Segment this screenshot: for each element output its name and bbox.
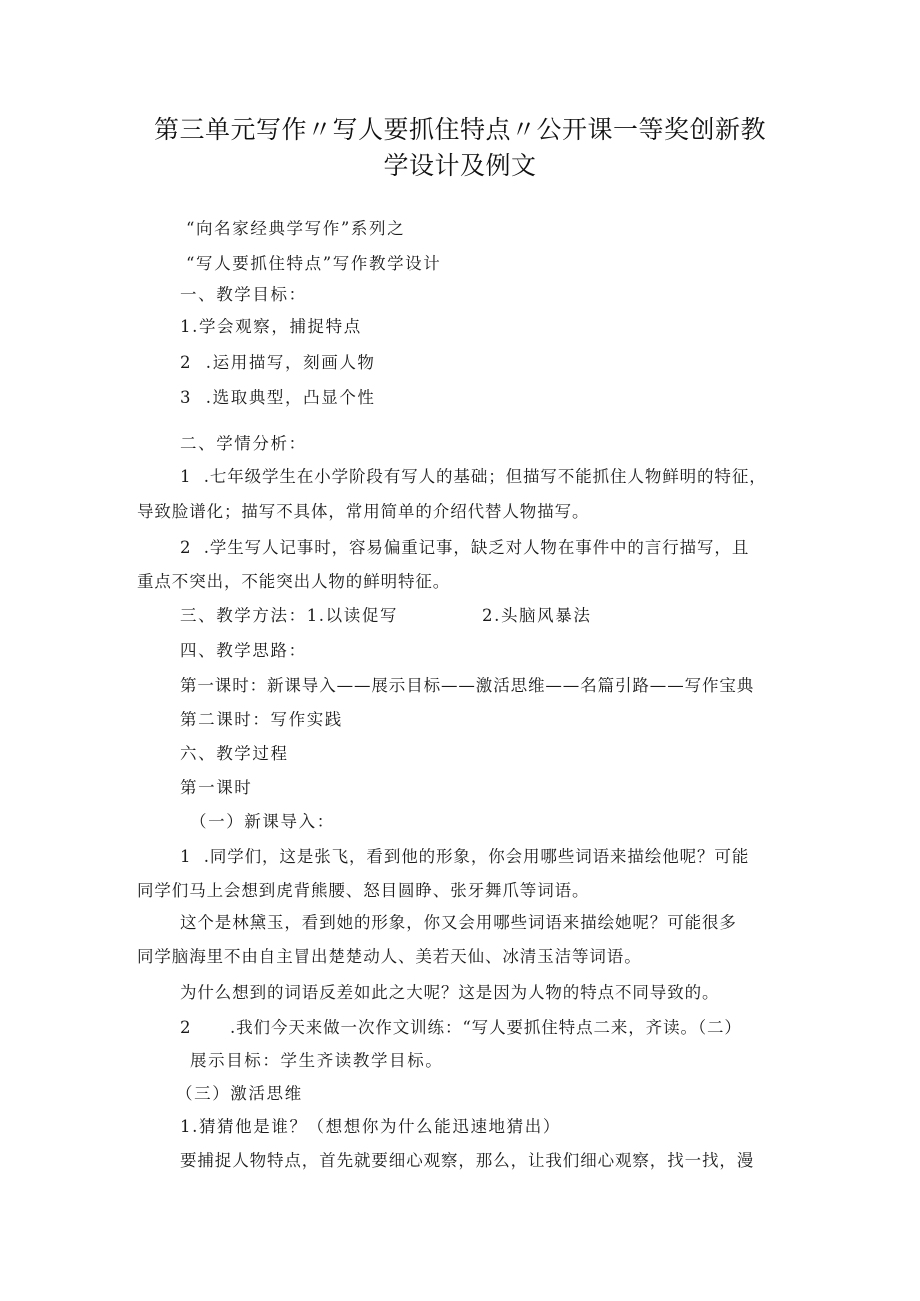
intro-p4-number: 2: [180, 1018, 193, 1037]
analysis-p2-line1: 2 .学生写人记事时，容易偏重记事，缺乏对人物在事件中的言行描写，且: [180, 538, 750, 557]
section4-heading: 四、教学思路：: [180, 641, 307, 660]
part3-heading: （三）激活思维: [176, 1084, 303, 1103]
goal-item-1: 1.学会观察，捕捉特点: [180, 317, 362, 336]
section1-heading: 一、教学目标：: [180, 285, 307, 304]
part1-heading: （一）新课导入：: [190, 812, 335, 831]
analysis-p1-line2: 导致脸谱化；描写不具体，常用简单的介绍代替人物描写。: [137, 502, 590, 521]
analysis-p2-line2: 重点不突出，不能突出人物的鲜明特征。: [137, 572, 451, 591]
goal-item-2: 2 .运用描写，刻画人物: [180, 353, 376, 372]
section6-heading: 六、教学过程: [180, 744, 289, 763]
intro-p2-line1: 这个是林黛玉，看到她的形象，你又会用哪些词语来描绘她呢？可能很多: [180, 913, 737, 932]
question-1-text: 要捕捉人物特点，首先就要细心观察，那么，让我们细心观察，找一找，漫: [180, 1151, 755, 1170]
series-line: “向名家经典学写作”系列之: [186, 219, 406, 238]
section2-heading: 二、学情分析：: [180, 434, 307, 453]
lesson-label: 第一课时: [180, 778, 253, 797]
intro-p2-line2: 同学脑海里不由自主冒出楚楚动人、美若天仙、冰清玉洁等词语。: [137, 947, 642, 966]
document-title-line2: 学设计及例文: [383, 151, 537, 180]
intro-p4-text: .我们今天来做一次作文训练：“写人要抓住特点二来，齐读。（二）: [230, 1018, 742, 1037]
intro-p3: 为什么想到的词语反差如此之大呢？这是因为人物的特点不同导致的。: [180, 983, 720, 1002]
lesson2-outline: 第二课时：写作实践: [180, 710, 343, 729]
lesson1-outline: 第一课时：新课导入——展示目标——激活思维——名篇引路——写作宝典: [180, 676, 755, 695]
section3-heading: 三、教学方法：1.以读促写: [180, 606, 399, 625]
document-title-line1: 第三单元写作〃写人要抓住特点〃公开课一等奖创新教: [153, 115, 766, 144]
method-2: 2.头脑风暴法: [482, 606, 592, 625]
intro-p1-line1: 1 .同学们，这是张飞，看到他的形象，你会用哪些词语来描绘他呢？可能: [180, 847, 750, 866]
question-1: 1.猜猜他是谁？（想想你为什么能迅速地猜出）: [180, 1117, 561, 1136]
goal-item-3: 3 .选取典型，凸显个性: [180, 388, 376, 407]
analysis-p1-line1: 1 .七年级学生在小学阶段有写人的基础；但描写不能抓住人物鲜明的特征，: [180, 467, 767, 486]
design-title-line: “写人要抓住特点”写作教学设计: [186, 254, 442, 273]
intro-p4-line2: 展示目标：学生齐读教学目标。: [190, 1051, 444, 1070]
intro-p1-line2: 同学们马上会想到虎背熊腰、怒目圆睁、张牙舞爪等词语。: [137, 881, 590, 900]
